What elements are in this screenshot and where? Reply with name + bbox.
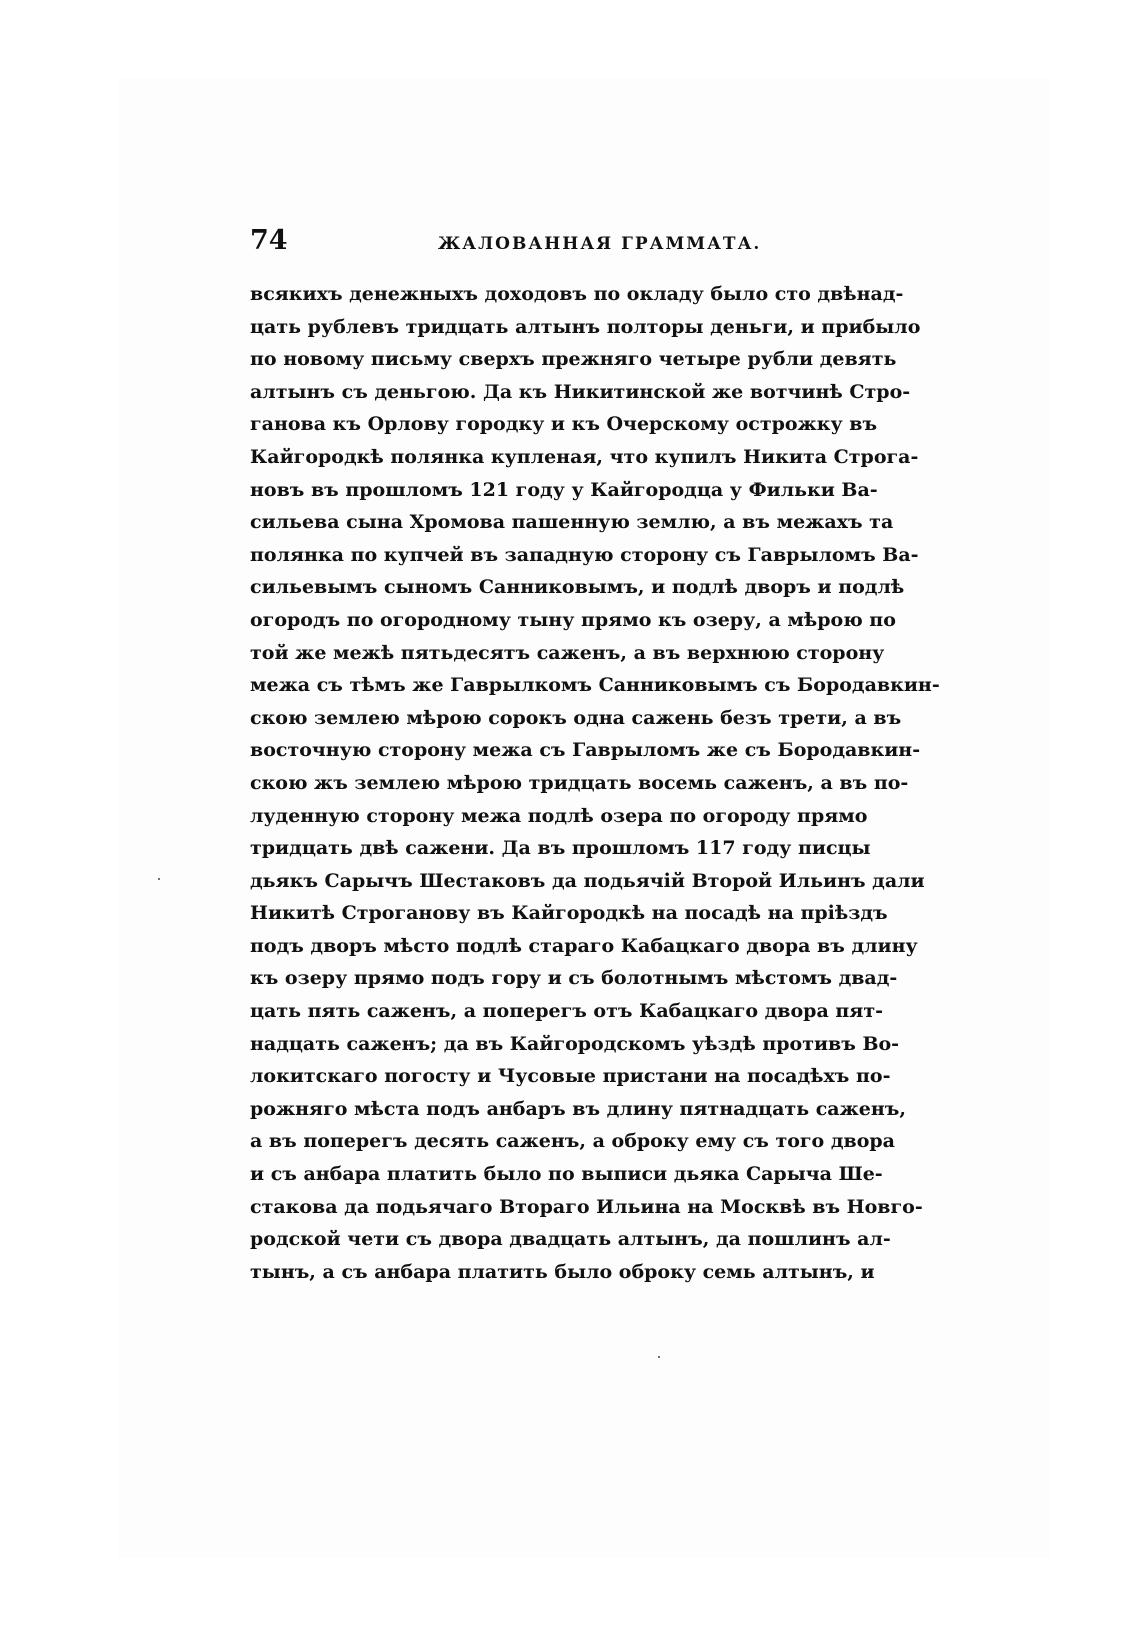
text-line: сильевымъ сыномъ Санниковымъ, и подлѣ дворъ и подлѣ	[250, 576, 905, 599]
body-text	[250, 278, 940, 1288]
text-line: и съ анбара платить было по выписи дьяка Сарыча Ше-	[250, 1163, 883, 1186]
text-line: подъ дворъ мѣсто подлѣ стараго Кабацкаго двора въ длину	[250, 934, 918, 957]
text-line: дьякъ Сарычъ Шестаковъ да подьячій Второй Ильинъ дали	[250, 869, 925, 892]
text-line: сильева сына Хромова пашенную землю, а въ межахъ та	[250, 511, 894, 534]
text-line: цать рублевъ тридцать алтынъ полторы деньги, и прибыло	[250, 315, 921, 338]
text-line: новъ въ прошломъ 121 году у Кайгородца у Фильки Ва-	[250, 478, 878, 501]
text-line: рожняго мѣста подъ анбаръ въ длину пятнадцать саженъ,	[250, 1097, 906, 1120]
text-line: ганова къ Орлову городку и къ Очерскому острожку въ	[250, 413, 878, 436]
text-line: надцать саженъ; да въ Кайгородскомъ уѣздѣ противъ Во-	[250, 1032, 900, 1055]
text-line: межа съ тѣмъ же Гаврылкомъ Санниковымъ съ Бородавкин-	[250, 674, 940, 697]
text-line: къ озеру прямо подъ гору и съ болотнымъ мѣстомъ двад-	[250, 967, 898, 990]
text-line: стакова да подьячаго Втораго Ильина на Москвѣ въ Новго-	[250, 1195, 923, 1218]
text-line: всякихъ денежныхъ доходовъ по окладу было сто двѣнад-	[250, 283, 904, 305]
page-header	[250, 225, 854, 265]
text-line: полянка по купчей въ западную сторону съ Гаврыломъ Ва-	[250, 543, 919, 566]
scan-speck	[658, 1356, 660, 1358]
text-line: скою жъ землею мѣрою тридцать восемь саженъ, а въ по-	[250, 771, 909, 794]
text-line: тридцать двѣ сажени. Да въ прошломъ 117 году писцы	[250, 837, 871, 860]
text-line: алтынъ съ деньгою. Да къ Никитинской же вотчинѣ Стро-	[250, 380, 911, 403]
text-line: а въ поперегъ десять саженъ, а оброку ему съ того двора	[250, 1130, 895, 1153]
text-line: цать пять саженъ, а поперегъ отъ Кабацкаго двора пят-	[250, 1000, 883, 1023]
page-number: 74	[250, 225, 288, 256]
text-line: Кайгородкѣ полянка купленая, что купилъ Никита Строга-	[250, 445, 919, 468]
text-line: скою землею мѣрою сорокъ одна сажень безъ трети, а въ	[250, 706, 902, 729]
scan-speck	[158, 878, 160, 880]
text-line: восточную сторону межа съ Гаврыломъ же съ Бородавкин-	[250, 739, 921, 762]
running-head: ЖАЛОВАННАЯ ГРАММАТА.	[438, 234, 762, 254]
text-line: луденную сторону межа подлѣ озера по огороду прямо	[250, 804, 868, 827]
text-line: огородъ по огородному тыну прямо къ озеру, а мѣрою по	[250, 608, 896, 631]
text-line: локитскаго погосту и Чусовые пристани на посадѣхъ по-	[250, 1065, 891, 1088]
text-line: родской чети съ двора двадцать алтынъ, да пошлинъ ал-	[250, 1228, 891, 1251]
text-line: той же межѣ пятьдесятъ саженъ, а въ верхнюю сторону	[250, 641, 885, 664]
text-line: тынъ, а съ анбара платить было оброку семь алтынъ, и	[250, 1260, 875, 1283]
text-line: по новому письму сверхъ прежняго четыре рубли девять	[250, 348, 897, 371]
text-line: Никитѣ Строганову въ Кайгородкѣ на посадѣ на пріѣздъ	[250, 902, 888, 925]
